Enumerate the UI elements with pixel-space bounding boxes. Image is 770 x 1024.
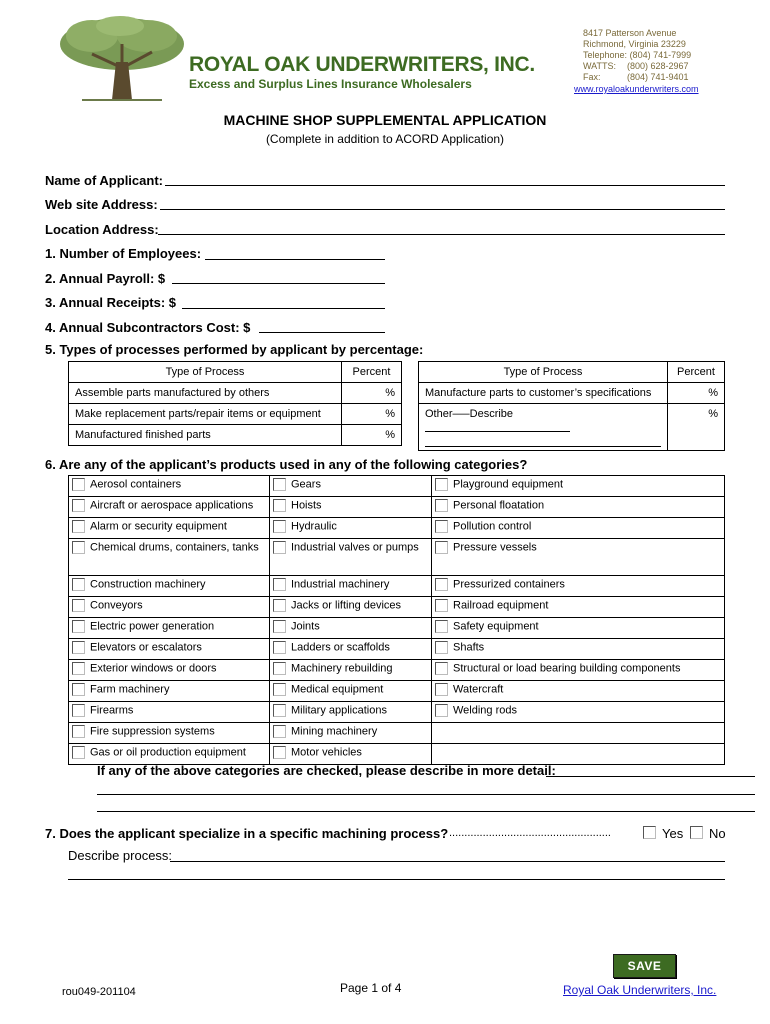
category-label: Elevators or escalators	[90, 641, 202, 654]
telephone-label: Telephone:	[583, 50, 628, 60]
receipts-field[interactable]	[182, 308, 385, 309]
address-line-1: 8417 Patterson Avenue	[583, 28, 677, 38]
category-label: Gas or oil production equipment	[90, 746, 246, 759]
category-label: Jacks or lifting devices	[291, 599, 402, 612]
table-row	[419, 404, 725, 451]
category-label: Pressure vessels	[453, 541, 537, 554]
category-checkbox[interactable]	[273, 620, 286, 633]
category-label: Machinery rebuilding	[291, 662, 393, 675]
category-label: Motor vehicles	[291, 746, 362, 759]
category-cell	[270, 576, 432, 597]
location-field[interactable]	[158, 234, 725, 235]
category-checkbox[interactable]	[273, 683, 286, 696]
category-checkbox[interactable]	[273, 578, 286, 591]
company-address	[583, 28, 691, 83]
table-row	[69, 597, 725, 618]
category-checkbox[interactable]	[273, 478, 286, 491]
table-row	[69, 497, 725, 518]
oak-tree-icon	[52, 14, 192, 104]
category-cell	[270, 681, 432, 702]
table-row	[69, 404, 402, 425]
save-button[interactable]: SAVE	[613, 954, 676, 978]
website-link[interactable]: www.royaloakunderwriters.com	[574, 84, 699, 94]
other-describe-field-line2[interactable]	[425, 446, 661, 447]
describe-process-field-2[interactable]	[68, 879, 725, 880]
yes-label: Yes	[662, 826, 684, 841]
process-label: Make replacement parts/repair items or equipment	[69, 404, 342, 425]
category-label: Hydraulic	[291, 520, 337, 533]
fax-value: (804) 741-9401	[627, 72, 689, 82]
describe-more-field-3[interactable]	[97, 811, 755, 812]
categories-question: 6. Are any of the applicant’s products used in any of the following categories?	[45, 457, 528, 472]
category-label: Railroad equipment	[453, 599, 549, 612]
category-cell	[69, 497, 270, 518]
category-cell	[270, 518, 432, 539]
category-checkbox[interactable]	[273, 725, 286, 738]
table-row	[69, 702, 725, 723]
table-row	[69, 576, 725, 597]
col-percent: Percent	[342, 362, 402, 383]
category-cell	[432, 597, 725, 618]
category-label: Aircraft or aerospace applications	[90, 499, 254, 512]
table-row	[69, 660, 725, 681]
category-checkbox[interactable]	[435, 599, 448, 612]
category-label: Military applications	[291, 704, 387, 717]
table-row	[69, 518, 725, 539]
category-label: Personal floatation	[453, 499, 545, 512]
category-checkbox[interactable]	[72, 599, 85, 612]
category-label: Mining machinery	[291, 725, 378, 738]
telephone-value: (804) 741-7999	[629, 50, 692, 60]
process-label: Manufactured finished parts	[69, 425, 342, 446]
name-label: Name of Applicant:	[45, 173, 163, 188]
category-label: Playground equipment	[453, 478, 564, 491]
category-cell	[432, 702, 725, 723]
category-label: Aerosol containers	[90, 478, 182, 491]
category-checkbox[interactable]	[273, 499, 286, 512]
specialize-question: 7. Does the applicant specialize in a specific machining process?	[45, 826, 449, 841]
categories-table	[68, 475, 725, 765]
other-describe-field[interactable]	[425, 431, 570, 432]
category-checkbox[interactable]	[72, 478, 85, 491]
form-code: rou049-201104	[62, 986, 136, 998]
category-checkbox[interactable]	[72, 620, 85, 633]
percent-field[interactable]: %	[668, 404, 725, 451]
category-checkbox[interactable]	[435, 499, 448, 512]
col-percent: Percent	[668, 362, 725, 383]
table-row	[69, 744, 725, 765]
category-cell	[69, 744, 270, 765]
category-cell	[270, 639, 432, 660]
category-label: Electric power generation	[90, 620, 215, 633]
category-cell	[69, 576, 270, 597]
category-label: Industrial valves or pumps	[291, 541, 419, 554]
describe-more-field-2[interactable]	[97, 794, 755, 795]
category-checkbox[interactable]	[435, 520, 448, 533]
category-cell	[432, 660, 725, 681]
watts-value: (800) 628-2967	[627, 61, 689, 71]
category-cell	[69, 539, 270, 576]
category-checkbox[interactable]	[72, 683, 85, 696]
describe-more-label: If any of the above categories are checked, please describe in more detail:	[97, 763, 556, 778]
category-cell	[432, 618, 725, 639]
payroll-field[interactable]	[172, 283, 385, 284]
table-row	[69, 383, 402, 404]
category-label: Hoists	[291, 499, 322, 512]
category-checkbox[interactable]	[435, 704, 448, 717]
category-checkbox[interactable]	[273, 541, 286, 554]
category-cell	[270, 476, 432, 497]
category-checkbox[interactable]	[435, 541, 448, 554]
dot-leader: .....................................................	[449, 827, 611, 839]
category-label: Pressurized containers	[453, 578, 565, 591]
percent-field[interactable]: %	[342, 425, 402, 446]
company-footer-link[interactable]: Royal Oak Underwriters, Inc.	[563, 983, 717, 997]
table-row	[69, 476, 725, 497]
category-checkbox[interactable]	[273, 746, 286, 759]
employees-label: 1. Number of Employees:	[45, 246, 202, 261]
category-cell	[270, 723, 432, 744]
category-cell	[69, 476, 270, 497]
category-label: Safety equipment	[453, 620, 539, 633]
fax-line	[583, 72, 691, 83]
category-cell	[432, 539, 725, 576]
process-label: Assemble parts manufactured by others	[69, 383, 342, 404]
category-cell	[270, 497, 432, 518]
no-checkbox[interactable]	[690, 826, 703, 839]
category-checkbox[interactable]	[273, 520, 286, 533]
table-row	[69, 425, 402, 446]
category-checkbox[interactable]	[72, 520, 85, 533]
category-label: Conveyors	[90, 599, 143, 612]
describe-process-field-1[interactable]	[170, 861, 725, 862]
category-checkbox[interactable]	[72, 541, 85, 554]
other-describe-cell	[419, 404, 668, 451]
page-number: Page 1 of 4	[340, 981, 402, 995]
category-cell	[69, 660, 270, 681]
category-label: Alarm or security equipment	[90, 520, 227, 533]
col-type-of-process: Type of Process	[419, 362, 668, 383]
percent-field[interactable]: %	[668, 383, 725, 404]
category-cell	[432, 723, 725, 744]
watts-line	[583, 61, 691, 72]
category-label: Industrial machinery	[291, 578, 390, 591]
category-checkbox[interactable]	[72, 578, 85, 591]
category-cell	[270, 744, 432, 765]
logo	[52, 14, 192, 104]
col-type-of-process: Type of Process	[69, 362, 342, 383]
category-checkbox[interactable]	[435, 578, 448, 591]
category-cell	[69, 681, 270, 702]
process-label: Other—–Describe	[425, 408, 514, 420]
category-label: Exterior windows or doors	[90, 662, 217, 675]
table-row	[69, 723, 725, 744]
category-cell	[270, 618, 432, 639]
describe-more-field-1[interactable]	[546, 776, 755, 777]
category-label: Fire suppression systems	[90, 725, 215, 738]
category-cell	[270, 660, 432, 681]
category-checkbox[interactable]	[435, 478, 448, 491]
category-checkbox[interactable]	[72, 499, 85, 512]
category-checkbox[interactable]	[273, 641, 286, 654]
category-checkbox[interactable]	[72, 746, 85, 759]
page-subtitle: (Complete in addition to ACORD Application)	[265, 132, 505, 146]
yes-checkbox[interactable]	[643, 826, 656, 839]
category-label: Construction machinery	[90, 578, 206, 591]
page-title: MACHINE SHOP SUPPLEMENTAL APPLICATION	[223, 112, 547, 128]
category-cell	[432, 639, 725, 660]
category-cell	[69, 702, 270, 723]
table-row	[419, 383, 725, 404]
category-cell	[69, 518, 270, 539]
category-label: Structural or load bearing building components	[453, 662, 681, 675]
employees-field[interactable]	[205, 259, 385, 260]
category-label: Watercraft	[453, 683, 504, 696]
receipts-label: 3. Annual Receipts: $	[45, 295, 176, 310]
percent-field[interactable]: %	[342, 383, 402, 404]
category-cell	[432, 744, 725, 765]
process-label: Manufacture parts to customer’s specifications	[419, 383, 668, 404]
subcontractors-label: 4. Annual Subcontractors Cost: $	[45, 320, 251, 335]
address-line-2: Richmond, Virginia 23229	[583, 39, 686, 49]
category-checkbox[interactable]	[72, 662, 85, 675]
category-cell	[432, 497, 725, 518]
category-label: Welding rods	[453, 704, 517, 717]
category-cell	[432, 576, 725, 597]
category-checkbox[interactable]	[435, 641, 448, 654]
process-table-right	[418, 361, 725, 451]
category-checkbox[interactable]	[273, 704, 286, 717]
table-row	[69, 639, 725, 660]
category-checkbox[interactable]	[273, 662, 286, 675]
category-checkbox[interactable]	[72, 725, 85, 738]
category-cell	[270, 597, 432, 618]
percent-field[interactable]: %	[342, 404, 402, 425]
category-cell	[69, 723, 270, 744]
name-field[interactable]	[165, 185, 725, 186]
location-label: Location Address:	[45, 222, 159, 237]
category-cell	[270, 702, 432, 723]
category-checkbox[interactable]	[273, 599, 286, 612]
watts-label: WATTS:	[583, 61, 616, 71]
category-cell	[432, 476, 725, 497]
subcontractors-field[interactable]	[259, 332, 385, 333]
category-label: Ladders or scaffolds	[291, 641, 390, 654]
process-table-left	[68, 361, 402, 446]
category-label: Firearms	[90, 704, 134, 717]
category-cell	[270, 539, 432, 576]
website-field[interactable]	[160, 209, 725, 210]
describe-process-label: Describe process:	[68, 848, 173, 863]
category-label: Joints	[291, 620, 320, 633]
company-name: ROYAL OAK UNDERWRITERS, INC.	[189, 53, 535, 76]
category-label: Farm machinery	[90, 683, 170, 696]
category-label: Pollution control	[453, 520, 532, 533]
category-checkbox[interactable]	[435, 683, 448, 696]
category-label: Medical equipment	[291, 683, 384, 696]
category-label: Gears	[291, 478, 321, 491]
category-label: Chemical drums, containers, tanks	[90, 541, 259, 554]
table-row	[69, 618, 725, 639]
category-checkbox[interactable]	[72, 641, 85, 654]
category-cell	[69, 597, 270, 618]
category-cell	[432, 518, 725, 539]
company-tagline: Excess and Surplus Lines Insurance Wholesalers	[189, 77, 472, 91]
category-cell	[432, 681, 725, 702]
telephone-line	[583, 50, 691, 61]
fax-label: Fax:	[583, 72, 601, 82]
table-row	[69, 681, 725, 702]
processes-label: 5. Types of processes performed by applicant by percentage:	[45, 342, 424, 357]
category-cell	[69, 618, 270, 639]
category-cell	[69, 639, 270, 660]
category-label: Shafts	[453, 641, 485, 654]
category-checkbox[interactable]	[72, 704, 85, 717]
category-checkbox[interactable]	[435, 620, 448, 633]
table-row	[69, 539, 725, 576]
website-label: Web site Address:	[45, 197, 158, 212]
no-label: No	[709, 826, 726, 841]
payroll-label: 2. Annual Payroll: $	[45, 271, 166, 286]
category-checkbox[interactable]	[435, 662, 448, 675]
